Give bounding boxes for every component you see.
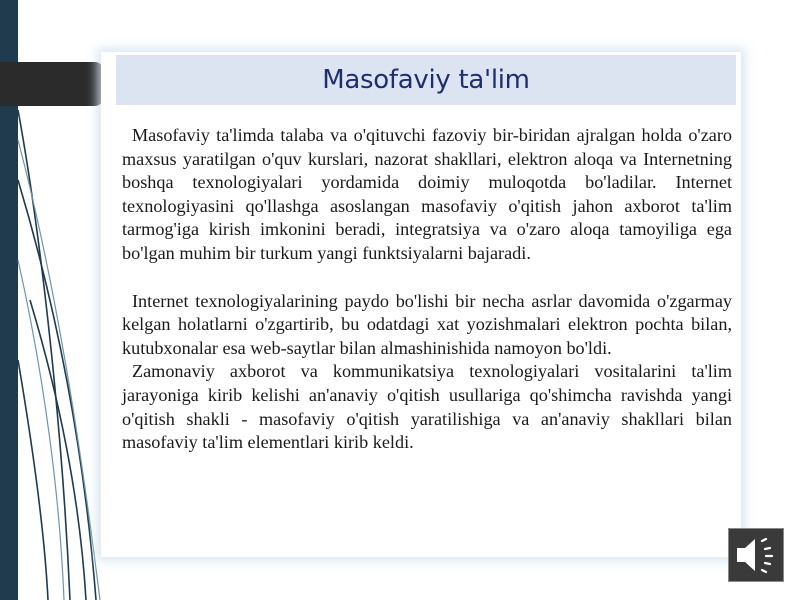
- speaker-icon: [729, 529, 783, 581]
- paragraph-3: Zamonaviy axborot va kommunikatsiya texnologiyalari vositalarini ta'lim jarayoniga kirib kelishi an'anaviy o'qitish usullariga qo'shimcha ravishda yangi o'qitish shakli - masofaviy o'qitish yaratilishiga va an'anaviy shakllari bilan masofaviy ta'lim elementlari kirib keldi.: [122, 361, 732, 453]
- audio-button[interactable]: [728, 528, 784, 582]
- slide-title: Masofaviy ta'lim: [322, 65, 530, 95]
- title-band: [116, 55, 736, 105]
- section-tab: [0, 62, 103, 106]
- paragraph-1: Masofaviy ta'limda talaba va o'qituvchi fazoviy bir-biridan ajralgan holda o'zaro maxsus yaratilgan o'quv kurslari, nazorat shakllari, elektron aloqa va Internetning boshqa texnologiyalari yordamida doimiy muloqotda bo'ladilar. Internet texnologiyasini qo'llashga asoslangan masofaviy o'qitish jahon axborot ta'lim tarmog'iga kirish imkonini beradi, integratsiya va o'zaro aloqa tamoyiliga ega bo'lgan muhim bir turkum yangi funktsiyalarni bajaradi.: [122, 125, 732, 263]
- slide-body: [122, 124, 732, 455]
- paragraph-2: Internet texnologiyalarining paydo bo'lishi bir necha asrlar davomida o'zgarmay kelgan holatlarni o'zgartirib, bu odatdagi xat yozishmalari elektron pochta bilan, kutubxonalar esa web-saytlar bilan almashinishida namoyon bo'ldi.: [122, 290, 732, 358]
